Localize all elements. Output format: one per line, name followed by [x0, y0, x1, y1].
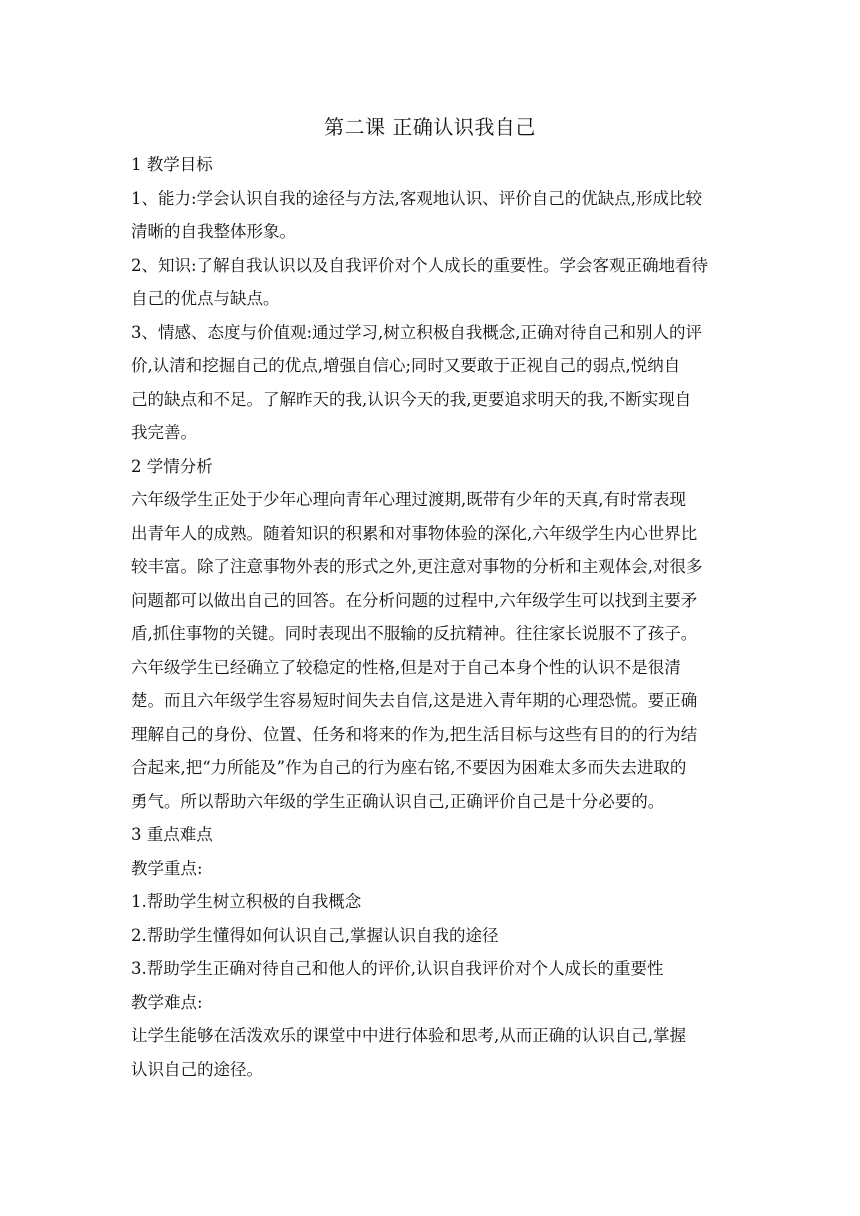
- objective-attitude-line: 我完善。: [131, 423, 197, 442]
- analysis-paragraph-line: 盾,抓住事物的关键。同时表现出不服输的反抗精神。往往家长说服不了孩子。: [131, 624, 698, 643]
- analysis-paragraph-line: 楚。而且六年级学生容易短时间失去自信,这是进入青年期的心理恐慌。要正确: [131, 691, 698, 710]
- section-heading-analysis: 2 学情分析: [131, 456, 213, 476]
- objective-attitude-line: 3、情感、态度与价值观:通过学习,树立积极自我概念,正确对待自己和别人的评: [131, 322, 703, 342]
- objective-knowledge-line: 2、知识:了解自我认识以及自我评价对个人成长的重要性。学会客观正确地看待: [131, 255, 709, 275]
- analysis-paragraph-line: 问题都可以做出自己的回答。在分析问题的过程中,六年级学生可以找到主要矛: [131, 590, 698, 610]
- analysis-paragraph-line: 出青年人的成熟。随着知识的积累和对事物体验的深化,六年级学生内心世界比: [131, 523, 698, 543]
- key-point-item: 1.帮助学生树立积极的自我概念: [131, 892, 362, 911]
- lesson-title: 第二课 正确认识我自己: [324, 115, 536, 139]
- section-heading-key-points: 3 重点难点: [131, 825, 213, 844]
- objective-ability-line: 清晰的自我整体形象。: [131, 222, 296, 241]
- analysis-paragraph-line: 六年级学生已经确立了较稳定的性格,但是对于自己本身个性的认识不是很清: [131, 657, 681, 677]
- analysis-paragraph-line: 较丰富。除了注意事物外表的形式之外,更注意对事物的分析和主观体会,对很多: [131, 557, 703, 576]
- objective-knowledge-line: 自己的优点与缺点。: [131, 289, 280, 308]
- analysis-paragraph-line: 六年级学生正处于少年心理向青年心理过渡期,既带有少年的天真,有时常表现: [131, 490, 686, 509]
- objective-ability-line: 1、能力:学会认识自我的途径与方法,客观地认识、评价自己的优缺点,形成比较: [131, 188, 703, 208]
- key-points-label: 教学重点:: [131, 858, 203, 878]
- analysis-paragraph-line: 合起来,把“力所能及”作为自己的行为座右铭,不要因为困难太多而失去进取的: [131, 758, 687, 777]
- key-point-item: 2.帮助学生懂得如何认识自己,掌握认识自我的途径: [131, 925, 499, 945]
- analysis-paragraph-line: 勇气。所以帮助六年级的学生正确认识自己,正确评价自己是十分必要的。: [131, 791, 665, 811]
- difficulty-line: 认识自己的途径。: [131, 1059, 263, 1079]
- section-heading-objectives: 1 教学目标: [131, 155, 213, 174]
- difficulty-line: 让学生能够在活泼欢乐的课堂中中进行体验和思考,从而正确的认识自己,掌握: [131, 1026, 686, 1045]
- objective-attitude-line: 己的缺点和不足。了解昨天的我,认识今天的我,更要追求明天的我,不断实现自: [131, 389, 692, 409]
- objective-attitude-line: 价,认清和挖掘自己的优点,增强自信心;同时又要敢于正视自己的弱点,悦纳自: [131, 356, 681, 375]
- analysis-paragraph-line: 理解自己的身份、位置、任务和将来的作为,把生活目标与这些有目的的行为结: [131, 724, 698, 744]
- lesson-body: [131, 148, 745, 1086]
- key-point-item: 3.帮助学生正确对待自己和他人的评价,认识自我评价对个人成长的重要性: [131, 959, 664, 978]
- difficulties-label: 教学难点:: [131, 992, 203, 1012]
